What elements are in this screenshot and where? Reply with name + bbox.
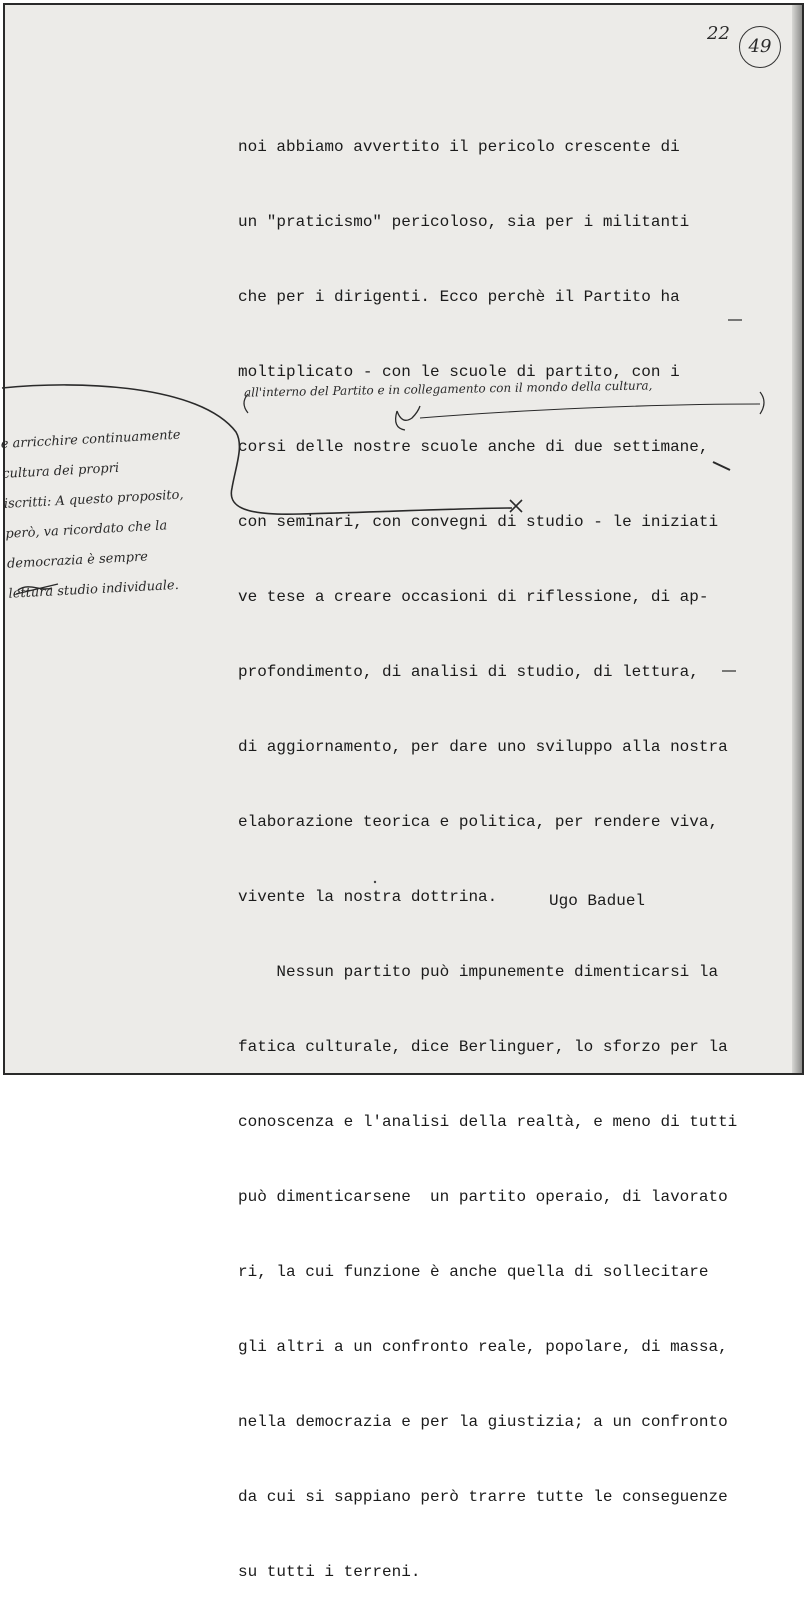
- handwritten-insertion: all'interno del Partito e in collegamento con il mondo della cultura,: [243, 378, 653, 400]
- text-line: Nessun partito può impunemente dimenticarsi la: [238, 963, 719, 981]
- text-line: un "praticismo" pericoloso, sia per i militanti: [238, 213, 690, 231]
- margin-note-line: iscritti: A questo proposito,: [3, 487, 184, 512]
- margin-note-line: e arricchire continuamente: [0, 427, 181, 452]
- circled-page-number: 49: [739, 26, 781, 68]
- text-line: ri, la cui funzione è anche quella di sollecitare: [238, 1263, 709, 1281]
- text-line: vivente la nostra dottrina.: [238, 888, 498, 906]
- typed-body-text: [238, 92, 737, 1610]
- text-line: nella democrazia e per la giustizia; a un confronto: [238, 1413, 728, 1431]
- text-line: elaborazione teorica e politica, per rendere viva,: [238, 813, 719, 831]
- text-line: da cui si sappiano però trarre tutte le conseguenze: [238, 1488, 728, 1506]
- text-line: profondimento, di analisi di studio, di lettura,: [238, 663, 699, 681]
- margin-note-line: però, va ricordato che la: [5, 518, 168, 542]
- margin-note-line: cultura dei propri: [1, 460, 120, 482]
- text-line: corsi delle nostre scuole anche di due settimane,: [238, 438, 709, 456]
- text-line: con seminari, con convegni di studio - le iniziati: [238, 513, 719, 531]
- text-line: conoscenza e l'analisi della realtà, e meno di tutti: [238, 1113, 738, 1131]
- text-line: su tutti i terreni.: [238, 1563, 421, 1581]
- signature: Ugo Baduel: [549, 892, 646, 910]
- text-line: moltiplicato - con le scuole di partito, con i: [238, 363, 680, 381]
- text-line: che per i dirigenti. Ecco perchè il Partito ha: [238, 288, 680, 306]
- text-line: può dimenticarsene un partito operaio, di lavorato: [238, 1188, 728, 1206]
- text-line: di aggiornamento, per dare uno sviluppo alla nostra: [238, 738, 728, 756]
- handwritten-margin-note: [0, 418, 239, 610]
- text-line: noi abbiamo avvertito il pericolo crescente di: [238, 138, 680, 156]
- text-line: ve tese a creare occasioni di riflessione, di ap-: [238, 588, 709, 606]
- page-edge-shadow: [792, 5, 802, 1073]
- page-number: 22: [707, 23, 730, 44]
- text-line: gli altri a un confronto reale, popolare, di massa,: [238, 1338, 728, 1356]
- margin-note-line: democrazia è sempre: [6, 549, 149, 572]
- text-line: fatica culturale, dice Berlinguer, lo sforzo per la: [238, 1038, 728, 1056]
- margin-note-line: lettura studio individuale.: [8, 577, 180, 602]
